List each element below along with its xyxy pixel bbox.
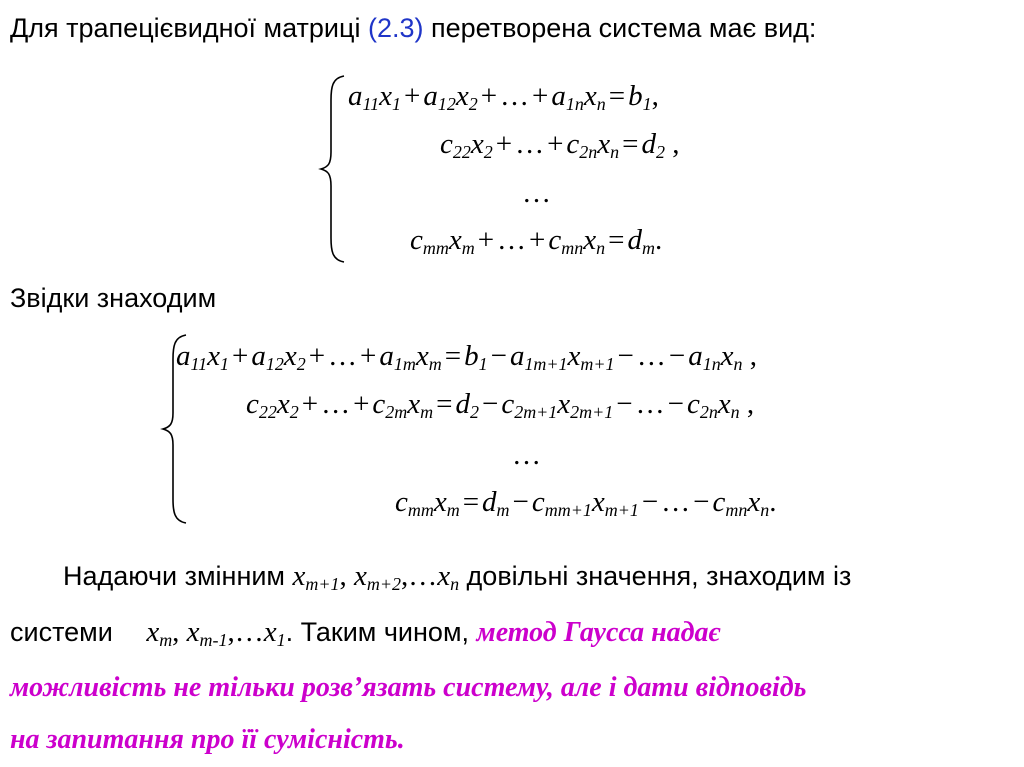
paragraph-line-2-start: системи <box>10 617 121 647</box>
paragraph-line-2 <box>10 616 720 651</box>
highlight-text-3: на запитання про її сумісність. <box>10 724 405 755</box>
left-brace-icon <box>318 74 348 264</box>
paragraph-line-1 <box>63 560 851 595</box>
system-2-line-4: $c_{mm}x_m = d_m - c_{mm+1}x_{m+1}$ − … − $c_{mn}x_n$. <box>395 486 777 521</box>
highlight-text-2: можливість не тільки розв’язать систему, але і дати відповідь <box>10 672 807 703</box>
paragraph-line-1-start: Надаючи змінним <box>63 561 293 591</box>
system-1-line-4: $c_{mm}x_m$ + … + $c_{mn}x_n = d_m$. <box>410 224 663 259</box>
heading-reference: (2.3) <box>367 13 424 43</box>
heading-text-after: перетворена система має вид: <box>423 13 817 43</box>
heading <box>10 8 816 48</box>
section-2-label: Звідки знаходим <box>10 283 217 313</box>
system-2-line-3: … <box>512 439 541 471</box>
system-2-line-1: $a_{11}x_1 + a_{12}x_2$ + … + $a_{1m}x_m = b_1 - a_{1m+1}x_{m+1}$ − … − $a_{1n}x_n$ , <box>176 340 758 375</box>
variables-free: $x_{m+1}$, $x_{m+2},\dots x_n$ <box>292 560 460 595</box>
paragraph-line-2-middle: . Таким чином, <box>285 617 477 647</box>
system-2-line-2: $c_{22}x_2$ + … + $c_{2m}x_m = d_2 - c_{2m+1}x_{2m+1}$ − … − $c_{2n}x_n$ , <box>246 388 755 423</box>
system-1-line-2: $c_{22}x_2$ + … + $c_{2n}x_n = d_2$ , <box>440 128 680 163</box>
highlight-text-1: метод Гаусса надає <box>476 617 721 648</box>
variables-solved: $x_m$, $x_{m-1},\dots x_1$ <box>146 616 286 651</box>
heading-text-before: Для трапецієвидної матриці <box>10 13 368 43</box>
system-1-line-3: … <box>522 177 551 209</box>
paragraph-line-1-end: довільні значення, знаходим із <box>459 561 852 591</box>
system-1-line-1: $a_{11}x_1 + a_{12}x_2$ + … + $a_{1n}x_n = b_1$, <box>348 80 659 115</box>
